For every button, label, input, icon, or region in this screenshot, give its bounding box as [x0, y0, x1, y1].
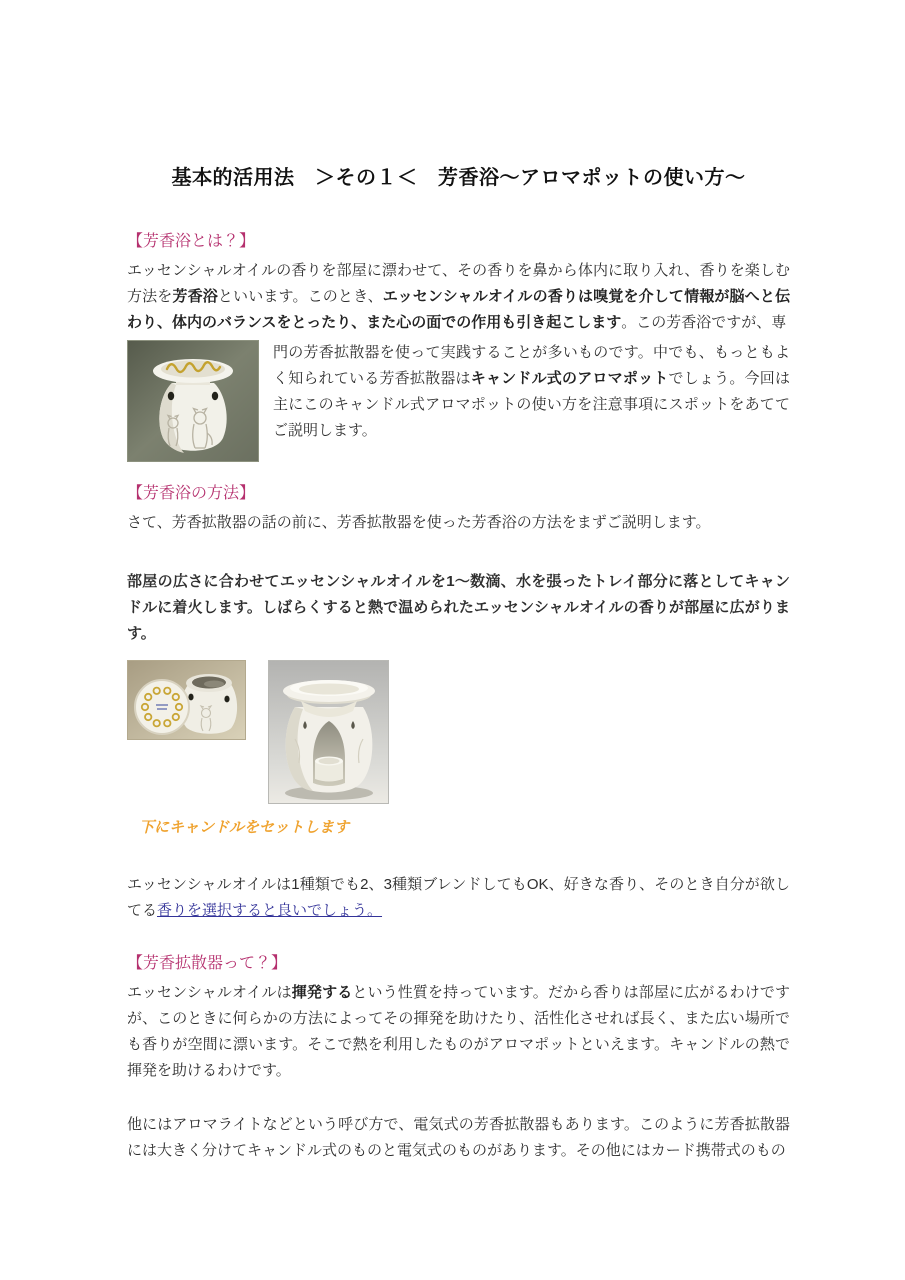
section-aroma-bath-method [127, 484, 790, 924]
section-heading-method: 【芳香浴の方法】 [127, 485, 256, 502]
intro-text-run-5: 門の芳香拡散器を使って実践することが多いものです。中でも、もっともよく知られている芳香拡散器は [273, 344, 790, 387]
intro-text-run-3-bold: エッセンシャルオイルの香りは嗅覚を介して情報が脳へと伝わり、体内のバランスをとったり、また心の面での作用も引き起こします [127, 288, 790, 331]
page-title: 基本的活用法 ＞その１＜ 芳香浴～アロマポットの使い方～ [171, 167, 746, 189]
section-what-is-diffuser [127, 954, 790, 1164]
intro-text-run-2: といいます。このとき、 [217, 288, 383, 305]
intro-text-run-6-bold: キャンドル式のアロマポット [470, 370, 669, 387]
intro-paragraph-part1 [127, 258, 790, 336]
intro-image-text-row [127, 340, 790, 462]
scent-selection-link[interactable]: 香りを選択すると良いでしょう。 [157, 902, 383, 919]
diffuser-text-bold: 揮発する [291, 984, 353, 1001]
aroma-pot-tealight-illustration [269, 661, 388, 803]
diffuser-paragraph-2: 他にはアロマライトなどという呼び方で、電気式の芳香拡散器もあります。このように芳香拡散器には大きく分けてキャンドル式のものと電気式のものがあります。その他にはカード携帯式のもの [127, 1116, 790, 1159]
section-heading-diffuser: 【芳香拡散器って？】 [127, 955, 288, 972]
method-steps-paragraph: 部屋の広さに合わせてエッセンシャルオイルを1～数滴、水を張ったトレイ部分に落としてキャンドルに着火します。しばらくすると熱で温められたエッセンシャルオイルの香りが部屋に広がります。 [127, 573, 790, 642]
aroma-pot-tray-illustration [128, 661, 245, 739]
diffuser-text-rest: という性質を持っています。だから香りは部屋に広がるわけですが、このときに何らかの方法によってその揮発を助けたり、活性化させれば長く、また広い場所でも香りが空間に漂います。そこで熱を利用したものがアロマポットといえます。キャンドルの熱で揮発を助けるわけです。 [127, 984, 790, 1079]
diffuser-paragraph-1 [127, 980, 790, 1084]
aroma-pot-cat-illustration [128, 341, 258, 461]
intro-text-run-4: 。この芳香浴ですが、専 [621, 314, 787, 331]
aroma-pot-and-tray-plate-photo [127, 660, 246, 740]
intro-text-run-1-bold: 芳香浴 [172, 288, 218, 305]
section-what-is-aroma-bath [127, 232, 790, 462]
intro-text-run-0: エッセンシャルオイルの香りを部屋に漂わせて、その香りを鼻から体内に取り入れ、香りを楽しむ方法を [127, 262, 790, 305]
aroma-pot-with-tealight-candle-photo [268, 660, 389, 804]
photo-caption: 下にキャンドルをセットします [139, 819, 350, 836]
candle-aroma-pot-with-cat-pattern-photo [127, 340, 259, 462]
intro-text-run-7: でしょう。今回は主にこのキャンドル式アロマポットの使い方を注意事項にスポットをあててご説明します。 [273, 370, 790, 439]
intro-paragraph-part2 [273, 340, 790, 444]
section-heading-what-is: 【芳香浴とは？】 [127, 233, 256, 250]
diffuser-text-pre: エッセンシャルオイルは [127, 984, 292, 1001]
method-intro-paragraph: さて、芳香拡散器の話の前に、芳香拡散器を使った芳香浴の方法をまずご説明します。 [127, 514, 711, 531]
oil-selection-paragraph [127, 872, 790, 924]
aroma-pot-photo-row [127, 660, 790, 804]
oil-text-run: エッセンシャルオイルは1種類でも2、3種類ブレンドしてもOK、好きな香り、そのとき自分が欲してる [127, 876, 790, 919]
